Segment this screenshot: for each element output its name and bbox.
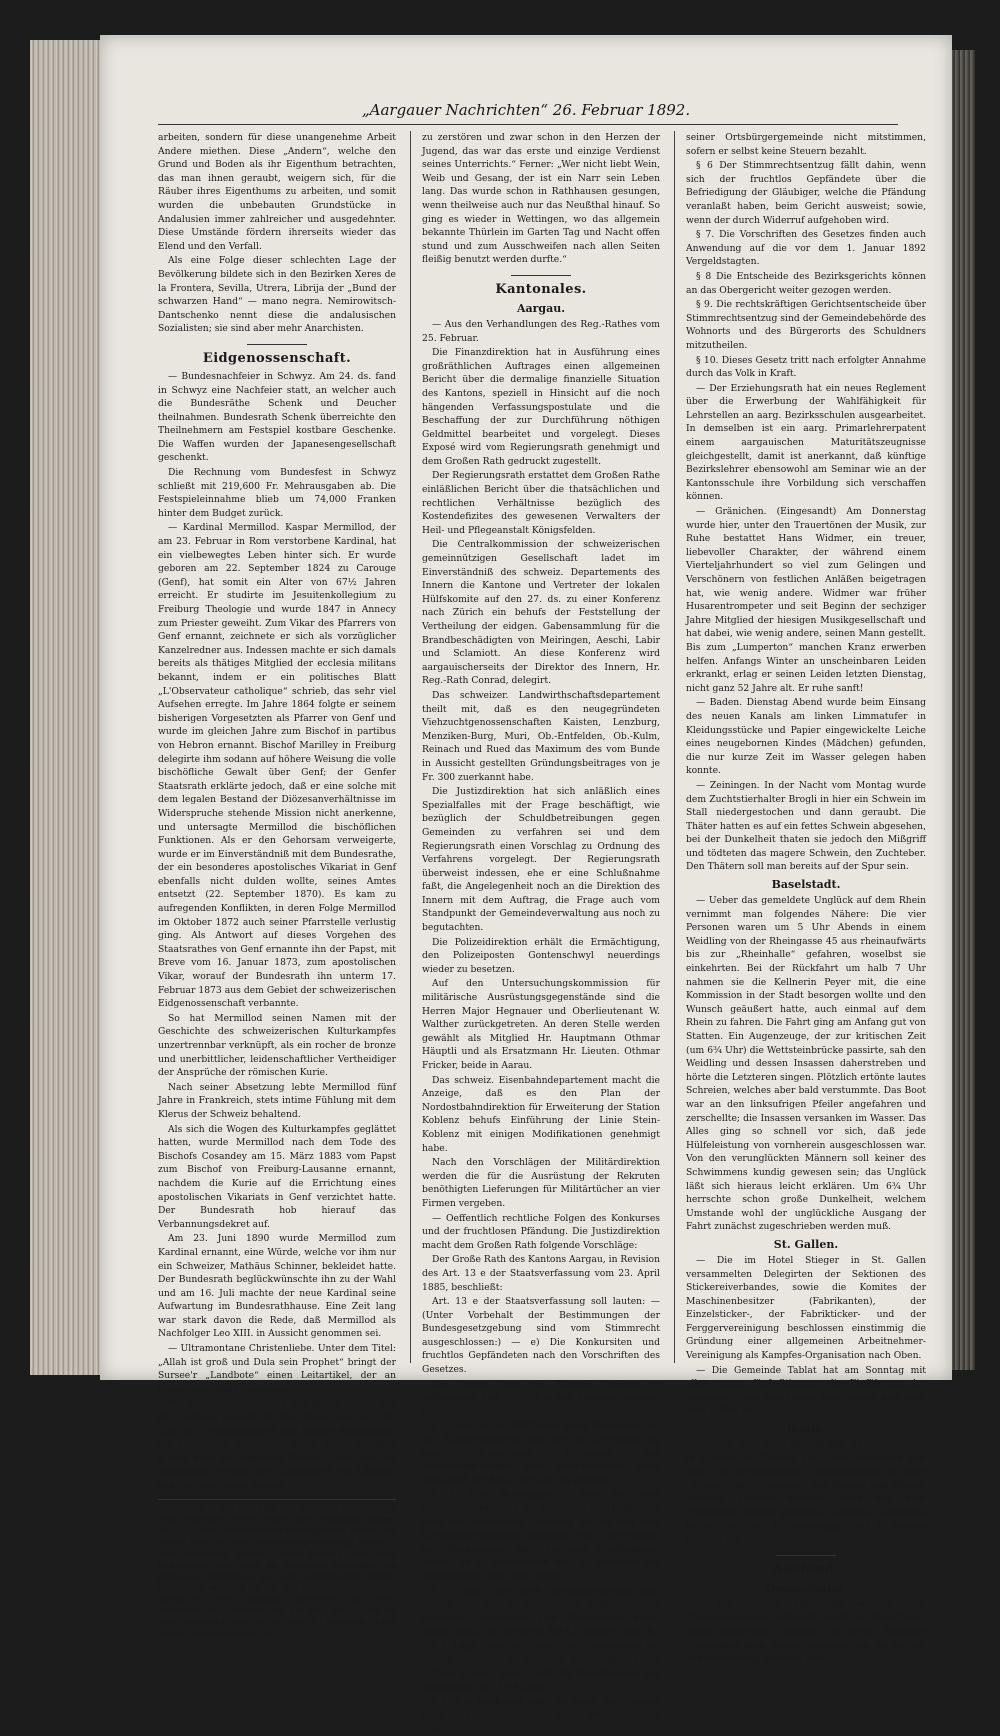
newspaper-page	[100, 35, 952, 1735]
paragraph: arbeiten, sondern für diese unangenehme Arbeit Andere miethen. Diese „Andern“, welche den Grund und Boden als ihr Eigenthum betrachten, das man ihnen geraubt, weigern sich, für die Räuber ihres Eigenthums zu arbeiten, und somit wurden die unbebauten Grundstücke in Andalusien immer zahlreicher und ausgedehnter. Diese Umstände fördern ihrerseits wieder das Elend und den Verfall.	[158, 132, 396, 252]
paragraph: — Baden. Dienstag Abend wurde beim Einsang des neuen Kanals am linken Limmatufer in Kleidungsstücke und Papier eingewickelte Leiche eines neugebornen Kindes (Mädchen) gefunden, die nur kurze Zeit im Wasser gelegen haben konnte.	[686, 697, 926, 777]
masthead-rule	[158, 124, 898, 125]
column-3	[686, 131, 926, 1665]
paragraph: § 9. Die rechtskräftigen Gerichtsentscheide über Stimmrechtsentzug sind der Gemeindebehörde des Wohnorts und des Bürgerorts des Schuldners mitzutheilen.	[686, 299, 926, 351]
paragraph: — Ueber das gemeldete Unglück auf dem Rhein vernimmt man folgendes Nähere: Die vier Personen waren um 5 Uhr Abends in einem Weidling von der Rheingasse 45 aus rheinaufwärts bis zur „Rheinhalle“ gefahren, woselbst sie einkehrten. Bei der Rückfahrt um halb 7 Uhr nahmen sie die Kellnerin Peyer mit, die eine Kommission in der Stadt besorgen wollte und den Wunsch geäußert hatte, auch einmal auf dem Rhein zu fahren. Die Fahrt ging am Anfang gut von Statten. Ein Augenzeuge, der zur kritischen Zeit (um 6¾ Uhr) die Wettsteinbrücke passirte, sah den Weidling und dessen Insassen daherstreben und hörte die Letzteren singen. Plötzlich ertönte lautes Schreien, welches aber bald verstummte. Das Boot war an den linksufrigen Pfeiler angefahren und zerschellte; die Insassen versanken im Wasser. Das Alles ging so schnell vor sich, daß jede Hülfeleistung von vornherein ausgeschlossen war. Von den verunglückten Männern soll keiner des Schwimmens kundig gewesen sein; das Unglück läßt sich hieraus leicht erklären. Um 6¾ Uhr herrschte schon große Dunkelheit, welchem Umstande wohl der unglückliche Ausgang der Fahrt zunächst zugeschrieben werden muß.	[686, 895, 926, 1233]
paragraph: Die Centralkommission der schweizerischen gemeinnützigen Gesellschaft ladet im Einverständniß des schweiz. Departements des Innern die Kantone und Vertreter der lokalen Hülfskomite auf den 27. ds. zu einer Konferenz nach Zürich ein behufs der Feststellung der Vertheilung der eidgen. Gabensammlung für die Brandbeschädigten von Meiringen, Aeschi, Labir und Sclamiott. An diese Konferenz wird aargauischerseits der Direktor des Innern, Hr. Reg.-Rath Conrad, delegirt.	[422, 539, 660, 687]
paragraph: § 6 Der Stimmrechtsentzug fällt dahin, wenn sich der fruchtlos Gepfändete über die Befriedigung der Gläubiger, welche die Pfändung veranlaßt haben, beim Gericht ausweist; sowie, wenn der durch Widerruf aufgehoben wird.	[686, 160, 926, 226]
paragraph: — Oeffentlich rechtliche Folgen des Konkurses und der fruchtlosen Pfändung. Die Justizdirektion macht dem Großen Rath folgende Vorschläge:	[422, 1212, 660, 1251]
paragraph: Das schweiz. Eisenbahndepartement macht die Anzeige, daß es den Plan der Nordostbahndirektion für Erweiterung der Station Koblenz behufs Einführung der Linie Stein-Koblenz mit einigen Modifikationen genehmigt habe.	[422, 1074, 660, 1154]
paragraph: Art. 13 e der Staatsverfassung soll lauten: — (Unter Vorbehalt der Bestimmungen der Bundesgesetzgebung sind vom Stimmrecht ausgeschlossen:) — e) Die Konkursiten und fruchtlos Gepfändeten nach den Vorschriften des Gesetzes.	[422, 1296, 660, 1376]
paragraph: — Der Erziehungsrath hat ein neues Reglement über die Erwerbung der Wahlfähigkeit für Lehrstellen an aarg. Bezirksschulen ausgearbeitet. In demselben ist ein aarg. Primarlehrerpatent einem aargauischen Maturitätszeugnisse gleichgestellt, damit ist anerkannt, daß künftige Bezirkslehrer ebensowohl am Seminar wie an der Kantonsschule ihre Vorbildung sich verschaffen können.	[686, 382, 926, 503]
section-separator	[247, 344, 307, 345]
paragraph: Die Finanzdirektion hat in Ausführung eines großräthlichen Auftrages einen allgemeinen Bericht über die dermalige finanzielle Situation des Kantons, speziell in Hinsicht auf die noch hängenden Verfassungspostulate und die Beschaffung der zur Durchführung nöthigen Geldmittel bearbeitet und vorgelegt. Dieses Exposé wird vom Regierungsrath genehmigt und dem Großen Rath gedruckt zugestellt.	[422, 347, 660, 467]
paragraph: § 5. Ein Konkursit oder fruchtlos Gepfändeter kann bei Steuerbeschlüssen seiner Wohngemeinde und	[422, 1696, 660, 1735]
paragraph: — Aus den Verhandlungen des Reg.-Rathes vom 25. Februar.	[422, 318, 660, 344]
paragraph: — Alles, was beim Brande des Güterschuppens in Chiasso zu Grunde ging, war versichert und zwar bei verschiedenen Gesellschaften, so beim „Phönix“, der „Helvetia“. Die Kassen und Bücher konnten gerettet werden. Auch was dem Postbureau konnte geflüchtet werden. Ueberdies befand sich ein Petroleumlager und in dessen Nähe — ein Dynamitmagazin.	[686, 1439, 926, 1546]
paragraph: — Die Gemeinde Tablat hat am Sonntag mit allen gegen fünf Stimmen die Einführung der unentgeltlichen Beerdigung beschlossen und zwar vom 1. Mai an.	[686, 1364, 926, 1417]
feuilleton-text: Zügel hielt. Er war eine hohe und ritterliche Erscheinung, deren stattlicher Wuchs durch den kleidsamen Jockey-Anzug auf das Vortheilhafteste hervorgehoben wurde, und dessen hübsche, offene Gesichtszüge unbedingt Jeden für sich einnehmen mußten. Seine Haltung und seine Bewegungen verriethen die vollendete Sicherheit des geborenen Edelmannes, und seine wohlklingende Stimme hatte jetzt, während er mit den Untergebenen sprach, nichts von jener näselnden Affectation und jenem widerwärtigen Schnarren, das ein Theil der Jugend bei einer gewissen Classe von Offizieren für ein unerläßliches Attribut der Vornehmheit gilt.	[158, 1499, 396, 1640]
section-separator	[776, 1555, 836, 1556]
paragraph: — Die im Hotel Stieger in St. Gallen versammelten Delegirten der Sektionen des Stickereiverbandes, sowie die Komites der Maschinenbesitzer (Fabrikanten), der Einzelsticker-, der Fabrikticker- und der Ferggervereinigung beschlossen einstimmig die Gründung einer allgemeinen Arbeitnehmer-Vereinigung als Kampfes-Organisation nach Oben.	[686, 1254, 926, 1362]
paragraph: Auf den Untersuchungskommission für militärische Ausrüstungsgegenstände sind die Herren Major Hegnauer und Oberlieutenant W. Walther zurückgetreten. An deren Stelle werden gewählt als Mitglied Hr. Hauptmann Othmar Häuptli und als Ersatzmann Hr. Lieuten. Othmar Fricker, beide in Aarau.	[422, 978, 660, 1071]
paragraph: Die Justizdirektion hat sich anläßlich eines Spezialfalles mit der Frage beschäftigt, wie bezüglich der Schuldbetreibungen gegen Gemeinden zu verfahren sei und dem Regierungsrath einen Vorschlag zu Ordnung des Verfahrens vorgelegt. Der Regierungsrath überweist indessen, ehe er eine Schlußnahme faßt, die Angelegenheit noch an die Direktion des Innern mit dem Auftrag, die Frage auch vom Standpunkt der Gemeindeverwaltung aus noch zu begutachten.	[422, 786, 660, 934]
book-page-stack-left	[30, 40, 105, 1375]
paragraph: Der Regierungsrath erstattet dem Großen Rathe einläßlichen Bericht über die thatsächlichen und rechtlichen Verhältnisse bezüglich des Kostendefizites des gewesenen Verwalters der Heil- und Pflegeanstalt Königsfelden.	[422, 470, 660, 536]
paragraph: § 10. Dieses Gesetz tritt nach erfolgter Annahme durch das Volk in Kraft.	[686, 354, 926, 380]
paragraph: Am 23. Juni 1890 wurde Mermillod zum Kardinal ernannt, eine Würde, welche vor ihm nur ein Schweizer, Mathäus Schinner, bekleidet hatte. Der Bundesrath beglückwünschte ihn zu der Wahl und am 16. Juli machte der neue Kardinal seine Aufwartung im Bundesrathhause. Eine Zeit lang war stark davon die Rede, daß Mermillod als Nachfolger Leo XIII. in Aussicht genommen sei.	[158, 1233, 396, 1340]
paragraph: Als eine Folge dieser schlechten Lage der Bevölkerung bildete sich in den Bezirken Xeres de la Frontera, Sevilla, Utrera, Librija der „Bund der schwarzen Hand“ — mano negra. Nemirowitsch-Dantschenko nennt diese die andalusischen Sozialisten; sie sind aber mehr Anarchisten.	[158, 255, 396, 335]
paragraph: Die Polizeidirektion erhält die Ermächtigung, den Polizeiposten Gontenschwyl neuerdings wieder zu besetzen.	[422, 936, 660, 975]
paragraph: Das schweizer. Landwirthschaftsdepartement theilt mit, daß es den neugegründeten Viehzuchtgenossenschaften Kaisten, Lenzburg, Menziken-Burg, Muri, Ob.-Entfelden, Ob.-Kulm, Reinach und Rued das Maximum des vom Bunde in Aussicht gestellten Gründungsbeitrages von je Fr. 300 zuerkannt habe.	[422, 689, 660, 783]
paragraph: seiner Ortsbürgergemeinde nicht mitstimmen, sofern er selbst keine Steuern bezahlt.	[686, 132, 926, 157]
paragraph: zu zerstören und zwar schon in den Herzen der Jugend, das war das erste und einzige Verdienst seines Unterrichts.“ Ferner: „Wer nicht liebt Wein, Weib und Gesang, der ist ein Narr sein Leben lang. Das wurde schon in Rathhausen gesungen, wenn theilweise auch nur das Neußthal hinauf. So ging es wieder in Wettingen, wo das allgemein bekannte Thürlein im Garten Tag und Nacht offen stund und zum Ausschweifen nach allen Seiten fleißig benutzt werden durfte.“	[422, 132, 660, 266]
paragraph: Nach den Vorschlägen der Militärdirektion werden die für die Ausrüstung der Rekruten benöthigten Lieferungen für Militärtücher an vier Firmen vergeben.	[422, 1157, 660, 1209]
subheading-deutschland: Deutschland.	[765, 1581, 847, 1595]
paragraph: Der Große Rath des Kantons Aargau, in Vollziehung von Art. 13 e der Staatsverfassung, beschließt:	[422, 1378, 660, 1417]
paragraph: — Zeiningen. In der Nacht vom Montag wurde dem Zuchtstierhalter Brogli in hier ein Schwein im Stall niedergestochen und dann geraubt. Die Thäter hatten es auf ein fettes Schwein abgesehen, bei der Dunkelheit thaten sie jedoch den Mißgriff und tödteten das magere Schwein, den Zuchteber. Den Thätern soll man bereits auf der Spur sein.	[686, 779, 926, 873]
paragraph: — Die neueste Kaiserrede, welche nach Cäsarenwahnsinn schmeckt, macht in Deutschland einen peinlichen Eindruck. In Berlin schienen Arbeitslose dem Kaiser demonstriren zu wollen, wie nothwendig bald das Aus-	[686, 1598, 926, 1665]
column-divider-1	[410, 131, 411, 1363]
book-page-stack-right	[950, 50, 975, 1370]
paragraph: § 7. Die Vorschriften des Gesetzes finden auch Anwendung auf die vor dem 1. Januar 1892 Vergeldstagten.	[686, 229, 926, 268]
column-1	[158, 131, 396, 1639]
column-2	[422, 131, 660, 1735]
paragraph: So hat Mermillod seinen Namen mit der Geschichte des schweizerischen Kulturkampfes unzertrennbar verknüpft, als ein rocher de bronze und unerbittlicher, leidenschaftlicher Vertheidiger der Ansprüche der römischen Kurie.	[158, 1012, 396, 1079]
paragraph: § 3. Liegt nach dem Gerichtsentscheid kein Verschulden vor, so verliert der Konkursit oder fruchtlos Gepfändete sein Stimmrecht nicht, soweit nicht die Vorschrift des § 5 hienach zutrifft.	[422, 1585, 660, 1638]
paragraph: § 1. Von der Durchführung eines Konkurses hat der Konkursbeamte, und von der Durchführung einer fruchtlosen Pfändung der Betreibungsbeamte dem Bezirksgericht unter Beischluß der Akten Anzeige zu machen.	[422, 1420, 660, 1486]
paragraph: § 8 Die Entscheide des Bezirksgerichts können an das Obergericht weiter gezogen werden.	[686, 270, 926, 296]
page-masthead: „Aargauer Nachrichten“ 26. Februar 1892.	[361, 101, 691, 119]
subheading-st-gallen: St. Gallen.	[773, 1237, 839, 1251]
paragraph: Der Große Rath des Kantons Aargau, in Revision des Art. 13 e der Staatsverfassung vom 23. April 1885, beschließt:	[422, 1254, 660, 1293]
subheading-tessin: Tessin.	[784, 1422, 828, 1436]
subheading-baselstadt: Baselstadt.	[771, 878, 841, 892]
paragraph: § 2. Das Bezirksgericht wird auf dem Untersuchungswege die Ursachen des Konkurses oder der fruchtlosen Pfändung prüfen und eine Gerichtsverhandlung anordnen zur Einvernahme der Konkursiten oder fruchtlos Gepfändeten, worauf es zu entscheiden hat, ob dieselben ein Verschulden treffe oder nicht.	[422, 1489, 660, 1582]
section-heading-eidgenossenschaft: Eidgenossenschaft.	[202, 350, 352, 366]
paragraph: — Kardinal Mermillod. Kaspar Mermillod, der am 23. Februar in Rom verstorbene Kardinal, hat ein vielbewegtes Leben hinter sich. Er wurde geboren am 22. September 1824 zu Carouge (Genf), hat somit ein Alter von 67½ Jahren erreicht. Er studirte im Jesuitenkollegium zu Freiburg Theologie und wurde 1847 in Annecy zum Priester geweiht. Zum Vikar des Pfarrers von Genf ernannt, zeichnete er sich als vorzüglicher Kanzelredner aus. Indessen machte er sich damals bereits als thätiges Mitglied der ecclesia militans bekannt, indem er ein politisches Blatt „L'Observateur catholique“ schrieb, das sehr viel Aufsehen erregte. Im Jahre 1864 folgte er seinem bisherigen Vorgesetzten als Pfarrer von Genf und wurde im gleichen Jahre zum Bischof in partibus von Hebron ernannt. Bischof Marilley in Freiburg delegirte ihm sodann auf höhere Weisung die volle bischöfliche Gewalt über Genf; der Genfer Staatsrath erklärte jedoch, daß er eine solche mit dem legalen Bestand der Diözesanverhältnisse im Widerspruche stehende Mission nicht anerkenne, und untersagte Mermillod die bischöflichen Funktionen. Als er den Gehorsam verweigerte, wurde er im Einverständniß mit dem Bundesrathe, der ein besonderes apostolisches Vikariat in Genf ebenfalls nicht dulden wollte, seines Amtes entsetzt (22. September 1870). Es kam zu aufregenden Konflikten, in deren Folge Mermillod im Oktober 1872 auch seiner Pfarrstelle verlustig ging. Als Antwort auf dieses Vorgehen des Staatsrathes von Genf ernannte ihn der Papst, mit Breve vom 16. Januar 1873, zum apostolischen Vikar, worauf der Bundesrath ihn unterm 17. Februar 1873 aus dem Gebiet der schweizerischen Eidgenossenschaft verbannte.	[158, 522, 396, 1010]
subheading-aargau: Aargau.	[516, 301, 566, 315]
paragraph: Nach seiner Absetzung lebte Mermillod fünf Jahre in Frankreich, stets intime Fühlung mit dem Klerus der Schweiz behaltend.	[158, 1081, 396, 1120]
paragraph: — Bundesnachfeier in Schwyz. Am 24. ds. fand in Schwyz eine Nachfeier statt, an welcher auch die Bundesräthe Schenk und Deucher theilnahmen. Bundesrath Schenk überreichte den Theilnehmern am Festspiel kostbare Geschenke. Die Waffen wurden der Japanesengesellschaft geschenkt.	[158, 370, 396, 464]
paragraph: — Ultramontane Christenliebe. Unter dem Titel: „Allah ist groß und Dula sein Prophet“ bringt der Sursee'r „Landbote“ einen Leitartikel, der an Gemeinheit Alles übersteigt.	[158, 1343, 396, 1395]
paragraph: — Gränichen. (Eingesandt) Am Donnerstag wurde hier, unter den Trauertönen der Musik, zur Ruhe bestattet Hans Widmer, ein treuer, liebevoller Charakter, der während einem Vierteljahrhundert so viel zum Gelingen und Verschönern von festlichen Anläßen beigetragen hat, wie wenig andere. Widmer war früher Husarentrompeter und seit Beginn der sechziger Jahre Mitglied der hiesigen Musikgesellschaft und hat dabei, wie wenig andere, seinen Mann gestellt. Bis zum „Lumperton“ manchen Kranz erwerben helfen. Anfangs Winter an unscheinbaren Leiden erkrankt, erlag er seinen Leiden letzten Dienstag, nicht ganz 52 Jahre alt. Er ruhe sanft!	[686, 506, 926, 694]
section-separator	[511, 275, 571, 276]
paragraph: Als sich die Wogen des Kulturkampfes geglättet hatten, wurde Mermillod nach dem Tode des Bischofs Cosandey am 15. März 1883 vom Papst zum Bischof von Freiburg-Lausanne ernannt, nachdem die Kurie auf die Errichtung eines apostolischen Vikariats in Genf verzichtet hatte. Der Bundesrath hob hierauf das Verbannungsdekret auf.	[158, 1123, 396, 1230]
column-divider-2	[674, 131, 675, 1363]
paragraph: Wir betonen voraus, daß der ganze Artikel von der Tendenz geleitet ist, die Person des Hrn. Dr. Dula sel. zu beschimpfen und dessen Wirksamkeit als Schulmann herabzuwürdigen. Diese Tendenz gipfelt dann in folgenden Sätzen: „Dula war ein vollendeter Prophet des Unglaubens, ein Läugner des Christenthums. Dieses	[158, 1398, 396, 1491]
paragraph: § 4. Liegt aber nach dem Gerichtsentscheid ein Verschulden vor, so entzieht der Richter durch Urtheil je nach dem Grade des Verschuldens das Stimmrecht auf 1—6 Jahre.	[422, 1640, 660, 1693]
section-heading-kantonales: Kantonales.	[495, 281, 587, 297]
section-heading-ausland: Ausland.	[772, 1561, 840, 1577]
paragraph: Die Rechnung vom Bundesfest in Schwyz schließt mit 219,600 Fr. Mehrausgaben ab. Die Festspieleinnahme blieb um 74,000 Franken hinter dem Budget zurück.	[158, 467, 396, 519]
